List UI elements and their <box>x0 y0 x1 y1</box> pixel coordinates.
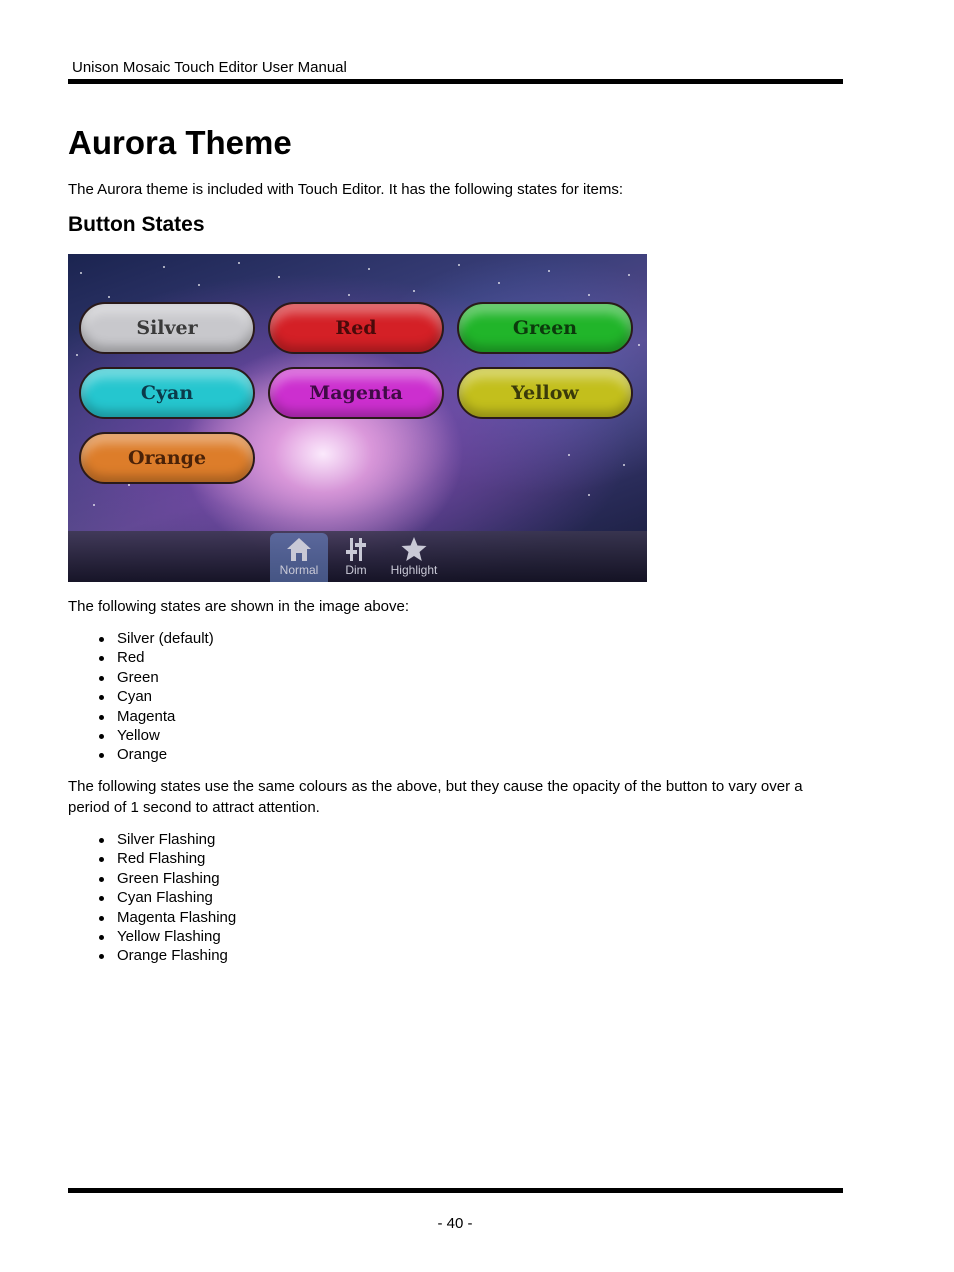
green-button[interactable]: Green <box>457 302 633 354</box>
list-item: Orange <box>68 745 214 764</box>
red-button[interactable]: Red <box>268 302 444 354</box>
star-dot <box>588 294 590 296</box>
intro-paragraph: The Aurora theme is included with Touch Editor. It has the following states for items: <box>68 181 624 198</box>
magenta-button[interactable]: Magenta <box>268 367 444 419</box>
star-dot <box>278 276 280 278</box>
sliders-icon <box>342 535 370 563</box>
header-rule <box>68 79 843 84</box>
aurora-theme-screenshot <box>68 254 647 582</box>
star-dot <box>238 262 240 264</box>
tool-normal[interactable] <box>270 533 328 582</box>
list-item: Yellow Flashing <box>68 927 236 946</box>
tool-highlight[interactable] <box>385 533 443 582</box>
list-item: Magenta Flashing <box>68 908 236 927</box>
tool-dim[interactable] <box>327 533 385 582</box>
tool-dim-label: Dim <box>345 563 367 577</box>
list-item: Orange Flashing <box>68 946 236 965</box>
star-dot <box>128 484 130 486</box>
home-icon <box>285 535 313 563</box>
list-item: Red <box>68 648 214 667</box>
star-dot <box>413 290 415 292</box>
page-title: Aurora Theme <box>68 124 292 161</box>
states-intro: The following states are shown in the image above: <box>68 598 410 615</box>
screenshot-toolbar <box>68 531 647 582</box>
star-dot <box>93 504 95 506</box>
star-dot <box>163 266 165 268</box>
page-number: - 40 - <box>437 1215 473 1232</box>
star-icon <box>400 535 428 563</box>
list-item: Green <box>68 668 214 687</box>
star-dot <box>348 294 350 296</box>
section-title: Button States <box>68 213 205 236</box>
star-dot <box>638 344 640 346</box>
list-item: Green Flashing <box>68 869 236 888</box>
running-header: Unison Mosaic Touch Editor User Manual <box>72 59 347 76</box>
silver-button[interactable]: Silver <box>79 302 255 354</box>
star-dot <box>108 296 110 298</box>
list-item: Yellow <box>68 726 214 745</box>
cyan-button[interactable]: Cyan <box>79 367 255 419</box>
tool-highlight-label: Highlight <box>390 563 438 577</box>
star-dot <box>80 272 82 274</box>
star-dot <box>458 264 460 266</box>
star-dot <box>198 284 200 286</box>
star-dot <box>76 354 78 356</box>
states-list <box>68 629 214 765</box>
star-dot <box>588 494 590 496</box>
tool-normal-label: Normal <box>279 563 319 577</box>
list-item: Cyan Flashing <box>68 888 236 907</box>
list-item: Silver Flashing <box>68 830 236 849</box>
list-item: Magenta <box>68 707 214 726</box>
list-item: Silver (default) <box>68 629 214 648</box>
star-dot <box>368 268 370 270</box>
list-item: Cyan <box>68 687 214 706</box>
star-dot <box>498 282 500 284</box>
flashing-intro: The following states use the same colours as the above, but they cause the opacity of the button to vary over a period of 1 second to attract attention. <box>68 778 803 816</box>
star-dot <box>628 274 630 276</box>
list-item: Red Flashing <box>68 849 236 868</box>
orange-button[interactable]: Orange <box>79 432 255 484</box>
star-dot <box>623 464 625 466</box>
yellow-button[interactable]: Yellow <box>457 367 633 419</box>
star-dot <box>568 454 570 456</box>
star-dot <box>548 270 550 272</box>
flashing-states-list <box>68 830 236 966</box>
footer-rule <box>68 1188 843 1193</box>
